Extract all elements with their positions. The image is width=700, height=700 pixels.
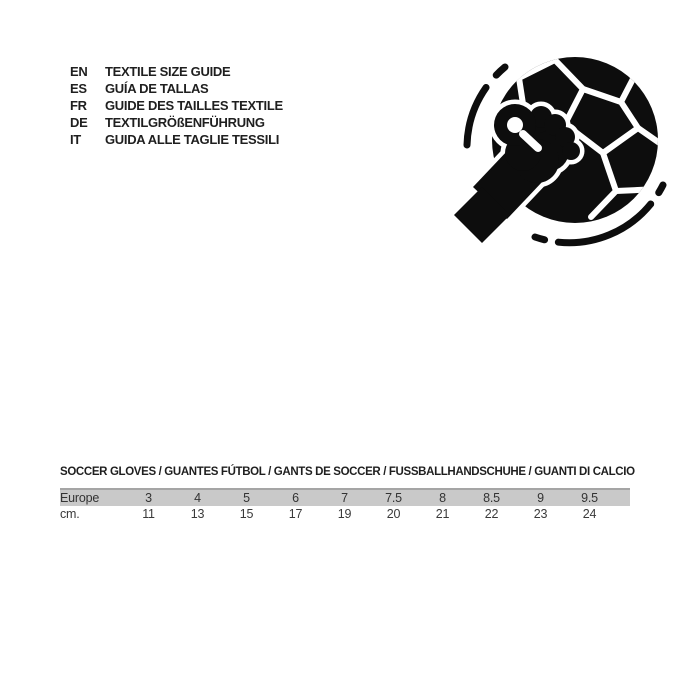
size-value: 6 [292,491,299,505]
lang-label: GUÍA DE TALLAS [105,81,209,96]
table-row-europe [60,488,630,506]
size-value: 8 [439,491,446,505]
lang-row-en [70,63,283,80]
row-spacer [614,506,630,523]
lang-label: GUIDE DES TAILLES TEXTILE [105,98,283,113]
cm-value: 19 [337,507,352,521]
size-table-title: SOCCER GLOVES / GUANTES FÚTBOL / GANTS DE SOCCER / FUSSBALLHANDSCHUHE / GUANTI DI CALCIO [60,466,635,478]
lang-label: TEXTILE SIZE GUIDE [105,64,231,79]
lang-label: TEXTILGRÖßENFÜHRUNG [105,115,265,130]
lang-code: ES [70,81,87,96]
lang-code: IT [70,132,81,147]
cm-value: 13 [190,507,205,521]
lang-row-fr [70,97,283,114]
size-value: 8.5 [483,491,500,505]
table-row-cm [60,506,630,523]
size-value: 3 [145,491,152,505]
size-value: 7 [341,491,348,505]
cm-value: 23 [533,507,548,521]
cm-value: 15 [239,507,254,521]
size-value: 5 [243,491,250,505]
cm-value: 21 [435,507,450,521]
cm-value: 22 [484,507,499,521]
size-value: 9 [537,491,544,505]
lang-row-es [70,80,283,97]
cm-value: 24 [582,507,597,521]
size-table [60,488,630,523]
cm-value: 20 [386,507,401,521]
size-value: 4 [194,491,201,505]
lang-code: FR [70,98,87,113]
row-label: cm. [60,507,80,521]
row-label: Europe [60,491,100,505]
size-value: 9.5 [581,491,598,505]
size-value: 7.5 [385,491,402,505]
lang-row-it [70,131,283,148]
lang-row-de [70,114,283,131]
lang-label: GUIDA ALLE TAGLIE TESSILI [105,132,280,147]
cm-value: 11 [142,507,155,521]
size-guide-section [60,465,635,523]
row-spacer [614,490,630,506]
goalkeeper-glove-ball-icon [445,45,670,250]
lang-code: DE [70,115,88,130]
language-list [70,63,283,148]
cm-value: 17 [288,507,303,521]
lang-code: EN [70,64,88,79]
